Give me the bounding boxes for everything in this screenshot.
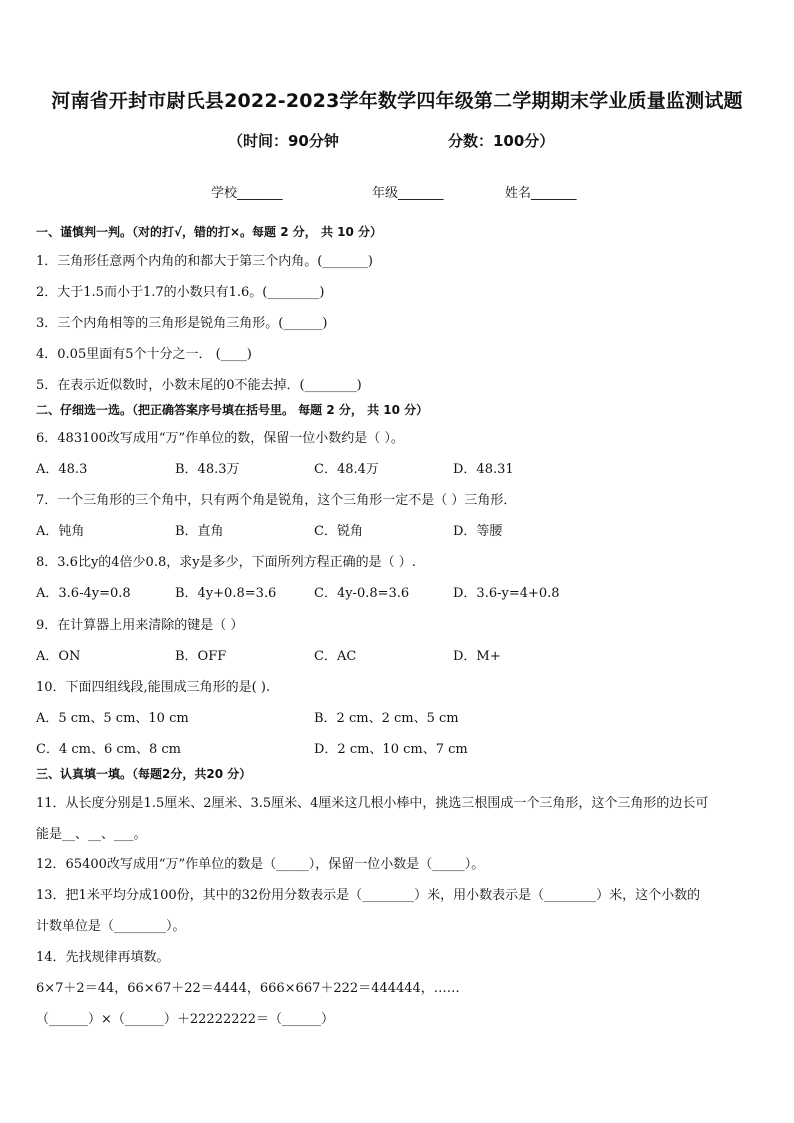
q10-option-c: C．4 cm、6 cm、8 cm — [36, 742, 181, 757]
exam-time: （时间：90分钟 — [228, 132, 339, 150]
question-13-continued: 计数单位是（________）。 — [36, 919, 186, 934]
question-11-continued: 能是__、__、___。 — [36, 827, 147, 842]
question-5: 5．在表示近似数时，小数末尾的0不能去掉．(________) — [36, 378, 362, 393]
q8-option-d: D．3.6-y=4+0.8 — [453, 586, 560, 601]
question-9: 9．在计算器上用来清除的键是（ ） — [36, 618, 244, 633]
question-7: 7．一个三角形的三个角中，只有两个角是锐角，这个三角形一定不是（ ）三角形． — [36, 493, 517, 508]
q9-option-d: D．M+ — [453, 649, 501, 664]
section-3-heading: 三、认真填一填。（每题2分，共20 分） — [36, 767, 252, 781]
section-1-heading: 一、谨慎判一判。（对的打√，错的打×。每题 2 分， 共 10 分） — [36, 225, 382, 239]
q8-option-b: B．4y+0.8=3.6 — [175, 586, 277, 601]
question-6: 6．483100改写成用“万”作单位的数，保留一位小数约是（ ）。 — [36, 431, 404, 446]
q10-option-d: D．2 cm、10 cm、7 cm — [314, 742, 468, 757]
question-2: 2．大于1.5而小于1.7的小数只有1.6。(________) — [36, 285, 325, 300]
q9-option-a: A．ON — [36, 649, 81, 664]
question-3: 3．三个内角相等的三角形是锐角三角形。(______) — [36, 316, 328, 331]
question-11: 11．从长度分别是1.5厘米、2厘米、3.5厘米、4厘米这几根小棒中，挑选三根围成一个三角形，这个三角形的边长可 — [36, 796, 709, 811]
q6-option-a: A．48.3 — [36, 462, 88, 477]
question-10: 10．下面四组线段,能围成三角形的是( ). — [36, 680, 271, 695]
q9-option-c: C．AC — [314, 649, 357, 664]
q7-option-d: D．等腰 — [453, 524, 503, 539]
q8-option-a: A．3.6-4y=0.8 — [36, 586, 131, 601]
q9-option-b: B．OFF — [175, 649, 227, 664]
q6-option-d: D．48.31 — [453, 462, 514, 477]
q7-option-b: B．直角 — [175, 524, 224, 539]
question-14-pattern: 6×7＋2＝44，66×67＋22＝4444，666×667＋222＝444444，…… — [36, 981, 460, 996]
q8-option-c: C．4y-0.8=3.6 — [314, 586, 410, 601]
school-field[interactable]: 学校_______ — [211, 186, 283, 201]
section-2-heading: 二、仔细选一选。（把正确答案序号填在括号里。 每题 2 分， 共 10 分） — [36, 403, 429, 417]
question-8: 8．3.6比y的4倍少0.8，求y是多少，下面所列方程正确的是（ ）. — [36, 555, 416, 570]
q10-option-a: A．5 cm、5 cm、10 cm — [36, 711, 189, 726]
grade-field[interactable]: 年级_______ — [372, 186, 444, 201]
q6-option-b: B．48.3万 — [175, 462, 240, 477]
question-12: 12．65400改写成用“万”作单位的数是（_____），保留一位小数是（_____）。 — [36, 857, 485, 872]
page-title: 河南省开封市尉氏县2022-2023学年数学四年级第二学期期末学业质量监测试题 — [51, 90, 743, 112]
name-field[interactable]: 姓名_______ — [505, 186, 577, 201]
q7-option-c: C．锐角 — [314, 524, 363, 539]
exam-score: 分数：100分） — [448, 132, 555, 150]
question-14-blank: （______）×（______）＋22222222＝（______） — [36, 1012, 335, 1027]
question-14: 14．先找规律再填数。 — [36, 950, 170, 965]
q10-option-b: B．2 cm、2 cm、5 cm — [314, 711, 459, 726]
question-4: 4．0.05里面有5个十分之一． (____) — [36, 347, 252, 362]
question-1: 1．三角形任意两个内角的和都大于第三个内角。(_______) — [36, 254, 373, 269]
q6-option-c: C．48.4万 — [314, 462, 379, 477]
q7-option-a: A．钝角 — [36, 524, 85, 539]
question-13: 13．把1米平均分成100份，其中的32份用分数表示是（________）米，用小数表示是（________）米，这个小数的 — [36, 888, 701, 903]
